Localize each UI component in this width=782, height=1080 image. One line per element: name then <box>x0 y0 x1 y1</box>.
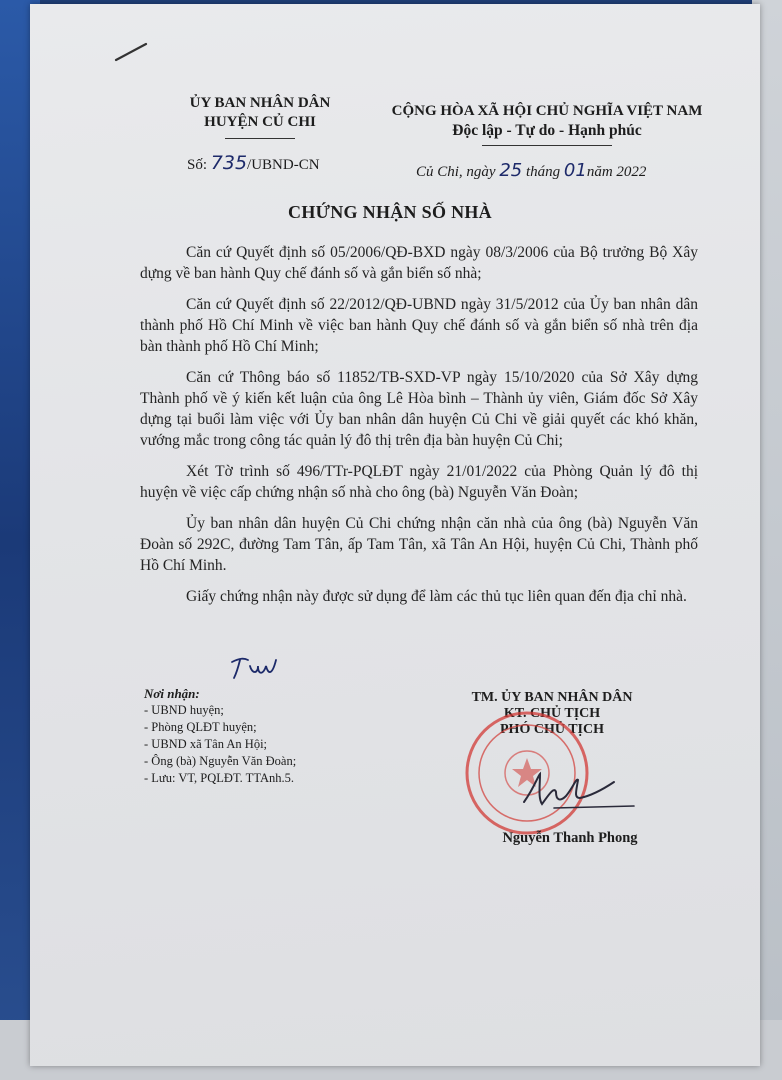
recipient-item: - UBND huyện; <box>144 703 224 717</box>
paragraph-6: Giấy chứng nhận này được sử dụng để làm các thủ tục liên quan đến địa chỉ nhà. <box>186 588 687 605</box>
issue-date <box>416 160 646 181</box>
date-month: 01 <box>563 160 587 181</box>
national-header <box>386 102 708 140</box>
pen-mark-icon <box>114 40 150 62</box>
national-line1: CỘNG HÒA XÃ HỘI CHỦ NGHĨA VIỆT NAM <box>391 103 703 119</box>
recipient-item: - UBND xã Tân An Hội; <box>144 737 268 751</box>
number-suffix: /UBND-CN <box>247 157 320 173</box>
signature-line2: KT. CHỦ TỊCH <box>503 706 601 721</box>
paragraph-4: Xét Tờ trình số 496/TTr-PQLĐT ngày 21/01/2022 của Phòng Quản lý đô thị huyện về việc cấp chứng nhận số nhà cho ông (bà) Nguyễn Văn Đoàn; <box>140 463 698 501</box>
issuer-underline <box>225 138 295 139</box>
recipient-item: - Ông (bà) Nguyễn Văn Đoàn; <box>144 754 297 768</box>
date-day: 25 <box>499 160 523 181</box>
recipients-block <box>144 686 354 787</box>
signature-line1: TM. ỦY BAN NHÂN DÂN <box>471 690 633 705</box>
recipient-item: - Lưu: VT, PQLĐT. TTAnh.5. <box>144 771 294 785</box>
document-page <box>30 4 760 1066</box>
national-motto: Độc lập - Tự do - Hạnh phúc <box>452 122 642 139</box>
recipient-item: - Phòng QLĐT huyện; <box>144 720 257 734</box>
recipients-title: Nơi nhận: <box>144 686 200 701</box>
date-prefix: Củ Chi, ngày <box>416 164 496 180</box>
document-body <box>140 242 698 607</box>
number-prefix: Số: <box>187 157 208 173</box>
signature-line3: PHÓ CHỦ TỊCH <box>500 722 604 737</box>
issuer-line2: HUYỆN CỦ CHI <box>204 114 316 130</box>
paragraph-1: Căn cứ Quyết định số 05/2006/QĐ-BXD ngày 08/3/2006 của Bộ trưởng Bộ Xây dựng về ban hành Quy chế đánh số và gắn biển số nhà; <box>140 244 698 282</box>
motto-underline <box>482 145 612 146</box>
paragraph-3: Căn cứ Thông báo số 11852/TB-SXD-VP ngày 15/10/2020 của Sở Xây dựng Thành phố về ý kiến kết luận của ông Lê Hòa bình – Thành ủy viên, Giám đốc Sở Xây dựng tại buổi làm việc với Ủy ban nhân dân huyện Củ Chi về giải quyết các khó khăn, vướng mắc trong công tác quản lý đô thị trên địa bàn huyện Củ Chi; <box>140 369 698 449</box>
paragraph-5: Ủy ban nhân dân huyện Củ Chi chứng nhận căn nhà của ông (bà) Nguyễn Văn Đoàn số 292C, đường Tam Tân, ấp Tam Tân, xã Tân An Hội, huyện Củ Chi, Thành phố Hồ Chí Minh. <box>140 515 698 574</box>
document-number <box>187 152 320 174</box>
initials-mark-icon <box>228 654 280 682</box>
signature-scribble-icon <box>514 768 644 814</box>
number-handwritten: 735 <box>210 152 248 174</box>
signer-name: Nguyễn Thanh Phong <box>502 830 638 846</box>
date-suffix: năm 2022 <box>586 164 647 180</box>
paragraph-2: Căn cứ Quyết định số 22/2012/QĐ-UBND ngày 31/5/2012 của Ủy ban nhân dân thành phố Hồ Chí Minh về việc ban hành Quy chế đánh số và gắn biển số nhà trên địa bàn thành phố Hồ Chí Minh; <box>140 296 698 355</box>
issuer-line1: ỦY BAN NHÂN DÂN <box>189 95 331 111</box>
issuer-block <box>170 94 350 132</box>
document-title: CHỨNG NHẬN SỐ NHÀ <box>288 202 492 222</box>
date-mid: tháng <box>526 164 561 180</box>
